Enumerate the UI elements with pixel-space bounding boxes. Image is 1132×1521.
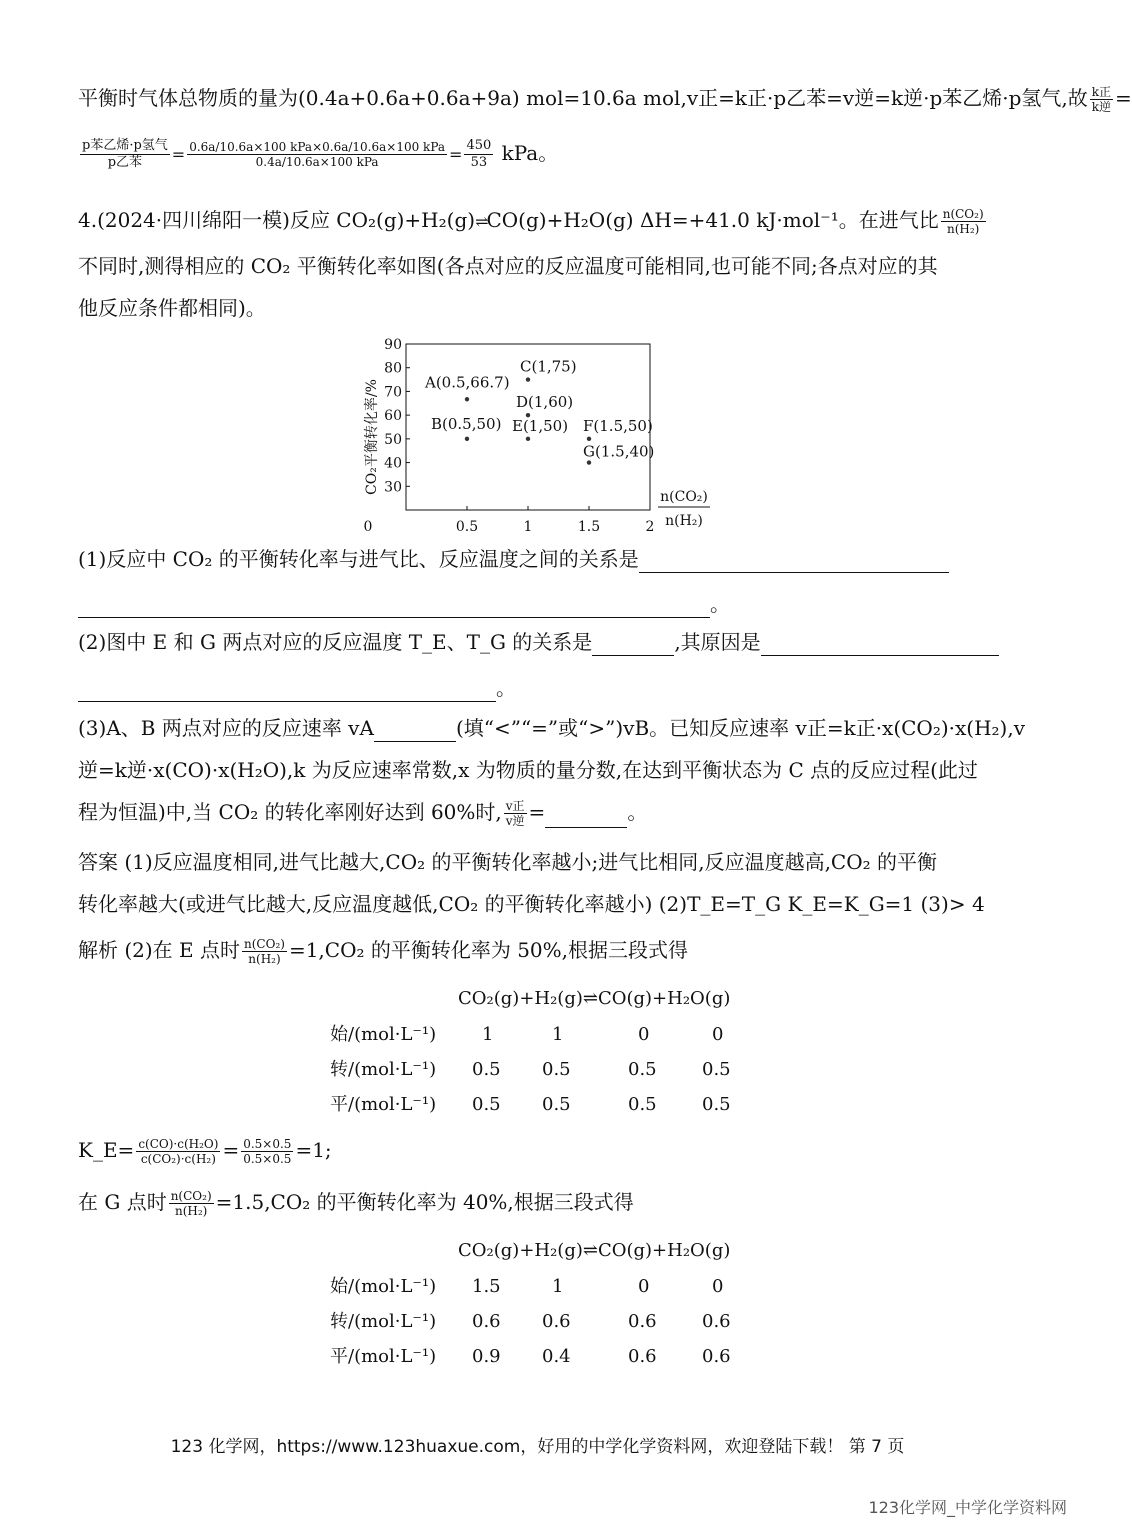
question-4-line-3: 他反应条件都相同)。 [78, 296, 266, 320]
y-tick-label: 40 [384, 455, 402, 472]
fraction-pressure: $\frac{\text{p苯乙烯·p氢气}}{\text{p乙苯}}$ [82, 138, 168, 170]
part-2-line-2: 。 [78, 674, 516, 702]
fraction-rate: $\frac{\text{v正}}{\text{v逆}}$ [505, 799, 525, 828]
part-1-line: (1)反应中 CO₂ 的平衡转化率与进气比、反应温度之间的关系是 [78, 545, 949, 573]
y-axis-label: CO₂平衡转化率/% [364, 379, 380, 495]
text-segment: 平衡时气体总物质的量为(0.4a+0.6a+0.6a+9a) mol=10.6a mol, [78, 86, 687, 110]
x-axis-label-den: n(H₂) [665, 513, 703, 529]
x-tick-label: 0 [363, 519, 373, 535]
x-tick-label: 1 [523, 519, 533, 535]
y-tick-label: 80 [384, 360, 402, 377]
part-3-line: (3)A、B 两点对应的反应速率 vA (填“<”“=”或“>”)vB。已知反应速率 v正=k正·x(CO₂)·x(H₂),v [78, 716, 1026, 740]
fraction-feed-ratio: $\frac{\text{n(CO₂)}}{\text{n(H₂)}}$ [942, 207, 984, 236]
y-tick-label: 30 [384, 479, 402, 496]
x-tick-label: 1.5 [577, 519, 601, 535]
text-segment: v正=k正·p乙苯=v逆=k逆·p苯乙烯·p氢气,故 [686, 86, 1088, 110]
fraction-feed-ratio-e: $\frac{\text{n(CO₂)}}{\text{n(H₂)}}$ [244, 937, 285, 966]
data-point [526, 377, 530, 381]
fraction-result: $\frac{450}{53}$ [466, 138, 492, 170]
question-4-line-1: 4.(2024·四川绵阳一模)反应 CO₂(g)+H₂(g)⇌CO(g)+H₂O(g) ΔH=+41.0 kJ·mol⁻¹。在进气比 $\frac{\text{n(CO₂)}}{\text{n(H₂)}}$ [78, 207, 984, 236]
data-point-label: D(1,60) [516, 393, 574, 412]
part-2-line: (2)图中 E 和 G 两点对应的反应温度 T_E、T_G 的关系是 ,其原因是 [78, 628, 999, 656]
question-4-line-2: 不同时,测得相应的 CO₂ 平衡转化率如图(各点对应的反应温度可能相同,也可能不同;各点对应的其 [78, 254, 938, 278]
data-point-label: B(0.5,50) [431, 414, 502, 433]
fraction-k: $\frac{\text{k正}}{\text{k逆}}$ [1091, 85, 1112, 114]
x-axis-label-num: n(CO₂) [660, 489, 708, 505]
y-tick-label: 50 [384, 431, 402, 448]
equilibrium-arrow-icon: ⇌ [475, 212, 487, 231]
y-tick-label: 90 [384, 337, 402, 353]
answer-blank-1b[interactable] [78, 595, 710, 618]
data-point [465, 437, 469, 441]
x-tick-label: 2 [645, 519, 655, 535]
data-point-label: E(1,50) [512, 416, 569, 435]
watermark: 123化学网_中学化学资料网 [868, 1498, 1067, 1517]
answer-blank-3b[interactable] [545, 805, 627, 828]
answer-blank-2b[interactable] [761, 633, 999, 656]
fraction-feed-ratio-g: $\frac{\text{n(CO₂)}}{\text{n(H₂)}}$ [170, 1189, 212, 1218]
page-footer: 123 化学网，https://www.123huaxue.com，好用的中学化学资料网，欢迎登陆下载！ 第 7 页 [170, 1437, 905, 1457]
part-1-line-2: 。 [78, 590, 730, 618]
data-point-label: G(1.5,40) [583, 442, 655, 461]
y-tick-label: 60 [384, 408, 402, 425]
fraction-substituted: $\frac{\text{0.6a/10.6a×100 kPa×0.6a/10.6a×100 kPa}}{\text{0.4a/10.6a×100 kPa}}$ [189, 140, 446, 169]
data-point [587, 437, 591, 441]
ke-equation: K_E= $\frac{\text{c(CO)·c(H₂O)}}{\text{c(CO₂)·c(H₂)}}$ = $\frac{0.5\times 0.5}{0.5\times 0.5}$ =1; [78, 1137, 332, 1166]
data-point-label: F(1.5,50) [583, 416, 653, 435]
answer-line-2: 转化率越大(或进气比越大,反应温度越低,CO₂ 的平衡转化率越小) (2)T_E=T_G K_E=K_G=1 (3)> 4 [78, 892, 985, 916]
answer-blank-2a[interactable] [592, 633, 674, 656]
scatter-chart [360, 336, 720, 536]
ice-table-1: CO₂(g)+H₂(g)⇌CO(g)+H₂O(g) 始/(mol·L⁻¹) 1 1 0 0 转/(mol·L⁻¹) 0.5 0.5 0.5 0.5 平/(mol·L⁻¹) 0.5 0.5 0.5 0.5 [330, 988, 731, 1115]
part-3-line-3: 程为恒温)中,当 CO₂ 的转化率刚好达到 60%时, $\frac{\text{v正}}{\text{v逆}}$ = 。 [78, 799, 648, 828]
answer-line-1: 答案 (1)反应温度相同,进气比越大,CO₂ 的平衡转化率越小;进气比相同,反应温度越高,CO₂ 的平衡 [78, 850, 938, 874]
data-point [587, 460, 591, 464]
text-line-2: $\frac{\text{p苯乙烯·p氢气}}{\text{p乙苯}}$ = $\frac{\text{0.6a/10.6a×100 kPa×0.6a/10.6a×100 kPa}}{\text{0.4a/10.6a×100 kPa}}$ = $\frac{450}{53}$ kPa。 [82, 138, 559, 170]
data-point-label: A(0.5,66.7) [425, 373, 510, 392]
data-point [526, 437, 530, 441]
answer-blank-1[interactable] [639, 550, 949, 573]
answer-blank-3a[interactable] [374, 719, 456, 742]
data-point [465, 397, 469, 401]
ice-table-2: CO₂(g)+H₂(g)⇌CO(g)+H₂O(g) 始/(mol·L⁻¹) 1.5 1 0 0 转/(mol·L⁻¹) 0.6 0.6 0.6 0.6 平/(mol·L⁻¹) 0.9 0.4 0.6 0.6 [330, 1240, 731, 1367]
answer-blank-2c[interactable] [78, 679, 496, 702]
analysis-line-1: 解析 (2)在 E 点时 $\frac{\text{n(CO₂)}}{\text{n(H₂)}}$ =1,CO₂ 的平衡转化率为 50%,根据三段式得 [78, 937, 689, 966]
table-equation: CO₂(g)+H₂(g)⇌CO(g)+H₂O(g) [458, 988, 731, 1009]
table-equation: CO₂(g)+H₂(g)⇌CO(g)+H₂O(g) [458, 1240, 731, 1261]
y-tick-label: 70 [384, 384, 402, 401]
fraction-ke-values: $\frac{0.5\times 0.5}{0.5\times 0.5}$ [243, 1137, 292, 1166]
part-3-line-2: 逆=k逆·x(CO)·x(H₂O),k 为反应速率常数,x 为物质的量分数,在达到平衡状态为 C 点的反应过程(此过 [78, 758, 978, 782]
analysis-line-g: 在 G 点时 $\frac{\text{n(CO₂)}}{\text{n(H₂)}}$ =1.5,CO₂ 的平衡转化率为 40%,根据三段式得 [78, 1189, 634, 1218]
x-tick-label: 0.5 [455, 519, 479, 535]
fraction-ke: $\frac{\text{c(CO)·c(H₂O)}}{\text{c(CO₂)·c(H₂)}}$ [138, 1137, 219, 1166]
data-point-label: C(1,75) [520, 357, 577, 376]
text-line-1: 平衡时气体总物质的量为(0.4a+0.6a+0.6a+9a) mol=10.6a mol,v正=k正·p乙苯=v逆=k逆·p苯乙烯·p氢气,故 $\frac{\text{k正}}{\text{k逆}}$ = [78, 85, 1132, 114]
